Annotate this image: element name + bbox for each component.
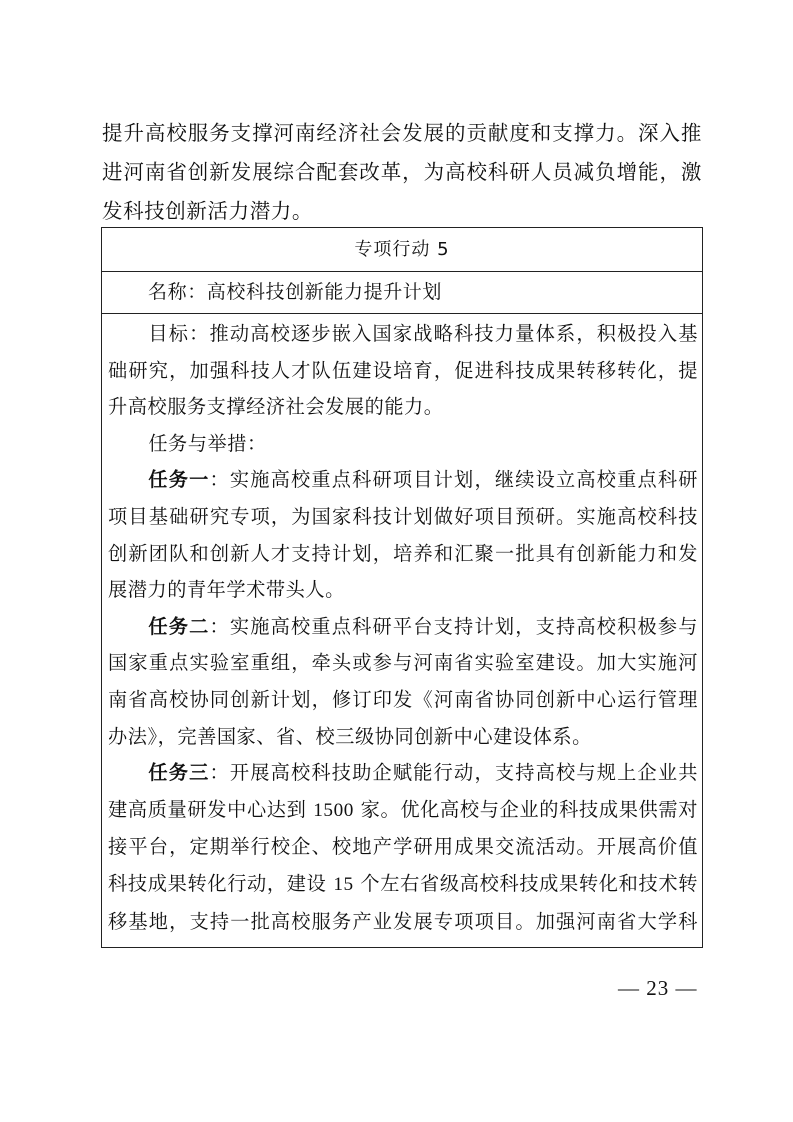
- task-one-label: 任务一: [148, 468, 210, 492]
- task-two-paragraph: [108, 609, 698, 755]
- goal-paragraph: 目标：推动高校逐步嵌入国家战略科技力量体系，积极投入基础研究，加强科技人才队伍建设培育，促进科技成果转移转化，提升高校服务支撑经济社会发展的能力。: [108, 322, 698, 419]
- task-three-paragraph: [108, 755, 698, 948]
- task-two-text: ：实施高校重点科研平台支持计划，支持高校积极参与国家重点实验室重组，牵头或参与河南省实验室建设。加大实施河南省高校协同创新计划，修订印发《河南省协同创新中心运行管理办法》，完善国家、省、校三级协同创新中心建设体系。: [108, 614, 698, 748]
- task-three-label: 任务三: [148, 761, 210, 785]
- task-three-text-c: 个左右省级高校科技成果转化和技术转移基地，支持一批高校服务产业发展专项项目。加强河南省大学科: [108, 871, 698, 933]
- box-body: [102, 314, 702, 948]
- task-one-text: ：实施高校重点科研项目计划，继续设立高校重点科研项目基础研究专项，为国家科技计划做好项目预研。实施高校科技创新团队和创新人才支持计划，培养和汇聚一批具有创新能力和发展潜力的青年学术带头人。: [108, 468, 698, 602]
- task-two-label: 任务二: [148, 614, 210, 638]
- box-name-row: 名称：高校科技创新能力提升计划: [102, 272, 702, 314]
- task-three-number-a: 1500: [313, 799, 354, 821]
- task-one-paragraph: [108, 462, 698, 608]
- task-three-number-b: 15: [333, 873, 354, 895]
- task-three-text-a: ：开展高校科技助企赋能行动，支持高校与规上企业共建高质量研发中心达到: [108, 761, 698, 821]
- task-three-text-b: 家。优化高校与企业的科技成果供需对接平台，定期举行校企、校地产学研用成果交流活动。开展高价值科技成果转化行动，建设: [108, 797, 698, 895]
- tasks-label: 任务与举措：: [148, 431, 267, 455]
- box-title: 专项行动 5: [102, 228, 702, 272]
- intro-paragraph: 提升高校服务支撑河南经济社会发展的贡献度和支撑力。深入推进河南省创新发展综合配套改革，为高校科研人员减负增能，激发科技创新活力潜力。: [102, 121, 702, 223]
- page-number: — 23 —: [618, 976, 698, 1000]
- special-action-box: [101, 227, 703, 948]
